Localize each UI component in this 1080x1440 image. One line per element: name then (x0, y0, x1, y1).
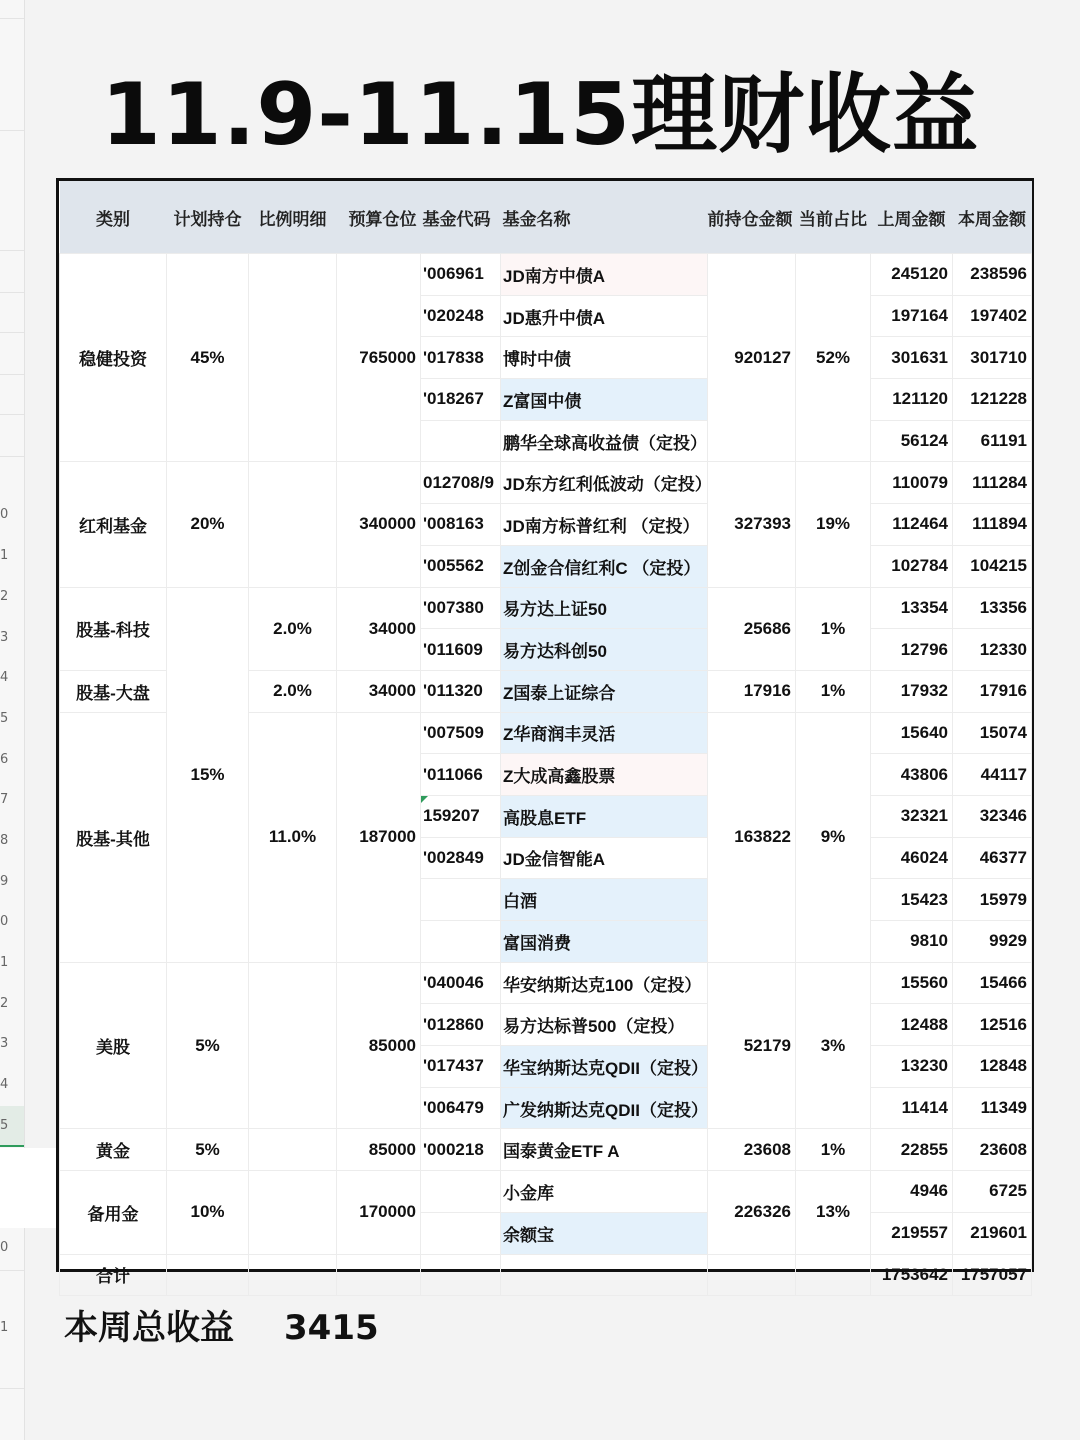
name-cell[interactable]: 易方达上证50 (501, 587, 708, 629)
total-label[interactable]: 合计 (60, 1254, 167, 1296)
row-number: 1 (0, 955, 9, 970)
this-week-cell[interactable]: 219601 (953, 1212, 1032, 1254)
detail-cell[interactable]: 2.0% (249, 670, 337, 712)
last-week-cell[interactable]: 301631 (871, 337, 953, 379)
category-cell[interactable]: 稳健投资 (60, 254, 167, 462)
row-number: 0 (0, 1240, 9, 1255)
code-cell[interactable]: '005562 (421, 545, 501, 587)
this-week-cell[interactable]: 44117 (953, 754, 1032, 796)
detail-cell[interactable] (249, 962, 337, 1129)
row-number: 3 (0, 630, 9, 645)
this-week-cell[interactable]: 15466 (953, 962, 1032, 1004)
last-week-cell[interactable]: 245120 (871, 254, 953, 296)
last-week-cell[interactable]: 12796 (871, 629, 953, 671)
last-week-cell[interactable]: 32321 (871, 795, 953, 837)
last-week-cell[interactable]: 12488 (871, 1004, 953, 1046)
table-row (60, 1171, 1032, 1213)
this-week-cell[interactable]: 111284 (953, 462, 1032, 504)
name-cell[interactable]: JD东方红利低波动（定投） (501, 462, 708, 504)
code-cell[interactable]: '011320 (421, 670, 501, 712)
row-number: 1 (0, 1320, 9, 1335)
name-cell[interactable]: 易方达科创50 (501, 629, 708, 671)
this-week-cell[interactable]: 238596 (953, 254, 1032, 296)
total-last-week[interactable]: 1753642 (871, 1254, 953, 1296)
this-week-cell[interactable]: 13356 (953, 587, 1032, 629)
total-this-week[interactable]: 1757057 (953, 1254, 1032, 1296)
prev-cell[interactable]: 52179 (708, 962, 796, 1129)
header-share[interactable]: 当前占比 (796, 181, 871, 254)
plan-cell[interactable]: 20% (167, 462, 249, 587)
this-week-cell[interactable]: 61191 (953, 420, 1032, 462)
share-cell[interactable]: 3% (796, 962, 871, 1129)
code-cell[interactable]: '012860 (421, 1004, 501, 1046)
prev-cell[interactable]: 25686 (708, 587, 796, 670)
name-cell[interactable]: 鹏华全球高收益债（定投） (501, 420, 708, 462)
row-number: 9 (0, 874, 9, 889)
category-cell[interactable]: 黄金 (60, 1129, 167, 1171)
code-cell[interactable] (421, 420, 501, 462)
last-week-cell[interactable]: 15560 (871, 962, 953, 1004)
code-cell[interactable]: '008163 (421, 504, 501, 546)
this-week-cell[interactable]: 301710 (953, 337, 1032, 379)
last-week-cell[interactable]: 112464 (871, 504, 953, 546)
name-cell[interactable]: Z华商润丰灵活 (501, 712, 708, 754)
share-cell[interactable]: 9% (796, 712, 871, 962)
code-cell[interactable] (421, 921, 501, 963)
detail-cell[interactable] (249, 1171, 337, 1254)
name-cell[interactable]: 余额宝 (501, 1212, 708, 1254)
this-week-cell[interactable]: 104215 (953, 545, 1032, 587)
last-week-cell[interactable]: 13230 (871, 1046, 953, 1088)
budget-cell[interactable]: 765000 (337, 254, 421, 462)
plan-cell[interactable]: 5% (167, 1129, 249, 1171)
prev-cell[interactable]: 327393 (708, 462, 796, 587)
summary-label: 本周总收益 (64, 1308, 234, 1348)
category-cell[interactable]: 股基-其他 (60, 712, 167, 962)
detail-cell[interactable] (249, 1129, 337, 1171)
name-cell[interactable]: 易方达标普500（定投） (501, 1004, 708, 1046)
last-week-cell[interactable]: 9810 (871, 921, 953, 963)
category-cell[interactable]: 股基-科技 (60, 587, 167, 670)
plan-cell[interactable]: 10% (167, 1171, 249, 1254)
finance-table (59, 181, 1032, 1296)
table-row (60, 587, 1032, 629)
prev-cell[interactable]: 920127 (708, 254, 796, 462)
header-this-week[interactable]: 本周金额 (953, 181, 1032, 254)
prev-cell[interactable]: 226326 (708, 1171, 796, 1254)
row-number: 2 (0, 996, 9, 1011)
prev-cell[interactable]: 163822 (708, 712, 796, 962)
this-week-cell[interactable]: 15979 (953, 879, 1032, 921)
name-cell[interactable]: Z国泰上证综合 (501, 670, 708, 712)
last-week-cell[interactable]: 15423 (871, 879, 953, 921)
last-week-cell[interactable]: 56124 (871, 420, 953, 462)
row-number: 8 (0, 833, 9, 848)
plan-cell[interactable]: 15% (167, 587, 249, 962)
last-week-cell[interactable]: 121120 (871, 379, 953, 421)
budget-cell[interactable]: 34000 (337, 587, 421, 670)
code-cell[interactable]: '017838 (421, 337, 501, 379)
table-row (60, 1129, 1032, 1171)
page-title: 11.9-11.15理财收益 (101, 65, 979, 165)
row-number: 5 (0, 1118, 9, 1133)
this-week-cell[interactable]: 46377 (953, 837, 1032, 879)
portfolio-table (56, 178, 1034, 1287)
code-cell[interactable]: '002849 (421, 837, 501, 879)
name-cell[interactable]: JD金信智能A (501, 837, 708, 879)
row-number: 0 (0, 914, 9, 929)
share-cell[interactable]: 1% (796, 670, 871, 712)
category-cell[interactable]: 股基-大盘 (60, 670, 167, 712)
budget-cell[interactable]: 187000 (337, 712, 421, 962)
name-cell[interactable]: Z创金合信红利C （定投） (501, 545, 708, 587)
this-week-cell[interactable]: 32346 (953, 795, 1032, 837)
last-week-cell[interactable]: 11414 (871, 1087, 953, 1129)
name-cell[interactable]: Z大成高鑫股票 (501, 754, 708, 796)
code-cell[interactable]: '006479 (421, 1087, 501, 1129)
detail-cell[interactable]: 11.0% (249, 712, 337, 962)
last-week-cell[interactable]: 17932 (871, 670, 953, 712)
category-cell[interactable]: 美股 (60, 962, 167, 1129)
row-number: 3 (0, 1036, 9, 1051)
header-last-week[interactable]: 上周金额 (871, 181, 953, 254)
code-cell[interactable]: '040046 (421, 962, 501, 1004)
last-week-cell[interactable]: 102784 (871, 545, 953, 587)
row-number: 5 (0, 711, 9, 726)
row-number: 2 (0, 589, 9, 604)
detail-cell[interactable] (249, 462, 337, 587)
plan-cell[interactable]: 5% (167, 962, 249, 1129)
summary-value: 3415 (284, 1308, 379, 1348)
detail-cell[interactable]: 2.0% (249, 587, 337, 670)
this-week-cell[interactable]: 197402 (953, 295, 1032, 337)
budget-cell[interactable]: 85000 (337, 1129, 421, 1171)
name-cell[interactable]: 广发纳斯达克QDII（定投） (501, 1087, 708, 1129)
table-row (60, 962, 1032, 1004)
code-cell[interactable]: '018267 (421, 379, 501, 421)
code-cell[interactable]: '006961 (421, 254, 501, 296)
this-week-cell[interactable]: 6725 (953, 1171, 1032, 1213)
row-number: 1 (0, 548, 9, 563)
this-week-cell[interactable]: 12330 (953, 629, 1032, 671)
header-budget[interactable]: 预算仓位 (337, 181, 421, 254)
prev-cell[interactable]: 17916 (708, 670, 796, 712)
share-cell[interactable]: 1% (796, 1129, 871, 1171)
header-code[interactable]: 基金代码 (421, 181, 501, 254)
code-cell[interactable]: '000218 (421, 1129, 501, 1171)
detail-cell[interactable] (249, 254, 337, 462)
row-number: 4 (0, 670, 9, 685)
name-cell[interactable]: 博时中债 (501, 337, 708, 379)
row-number: 6 (0, 752, 9, 767)
share-cell[interactable]: 19% (796, 462, 871, 587)
this-week-cell[interactable]: 121228 (953, 379, 1032, 421)
last-week-cell[interactable]: 13354 (871, 587, 953, 629)
header-prev[interactable]: 前持仓金额 (708, 181, 796, 254)
last-week-cell[interactable]: 110079 (871, 462, 953, 504)
plan-cell[interactable]: 45% (167, 254, 249, 462)
name-cell[interactable]: 华宝纳斯达克QDII（定投） (501, 1046, 708, 1088)
share-cell[interactable]: 13% (796, 1171, 871, 1254)
prev-cell[interactable]: 23608 (708, 1129, 796, 1171)
this-week-cell[interactable]: 11349 (953, 1087, 1032, 1129)
code-cell[interactable]: '007509 (421, 712, 501, 754)
code-cell[interactable] (421, 1212, 501, 1254)
code-cell[interactable]: '011066 (421, 754, 501, 796)
name-cell[interactable]: JD惠升中债A (501, 295, 708, 337)
code-cell[interactable] (421, 1171, 501, 1213)
name-cell[interactable]: 华安纳斯达克100（定投） (501, 962, 708, 1004)
row-number: 7 (0, 792, 9, 807)
code-cell[interactable]: '020248 (421, 295, 501, 337)
this-week-cell[interactable]: 17916 (953, 670, 1032, 712)
last-week-cell[interactable]: 15640 (871, 712, 953, 754)
this-week-cell[interactable]: 12848 (953, 1046, 1032, 1088)
code-cell[interactable]: '017437 (421, 1046, 501, 1088)
header-plan[interactable]: 计划持仓 (167, 181, 249, 254)
this-week-cell[interactable]: 111894 (953, 504, 1032, 546)
this-week-cell[interactable]: 23608 (953, 1129, 1032, 1171)
header-category[interactable]: 类别 (60, 181, 167, 254)
code-cell[interactable] (421, 879, 501, 921)
code-cell[interactable]: '011609 (421, 629, 501, 671)
last-week-cell[interactable]: 4946 (871, 1171, 953, 1213)
name-cell[interactable]: 国泰黄金ETF A (501, 1129, 708, 1171)
name-cell[interactable]: 高股息ETF (501, 795, 708, 837)
share-cell[interactable]: 1% (796, 587, 871, 670)
share-cell[interactable]: 52% (796, 254, 871, 462)
last-week-cell[interactable]: 22855 (871, 1129, 953, 1171)
name-cell[interactable]: JD南方标普红利 （定投） (501, 504, 708, 546)
name-cell[interactable]: 富国消费 (501, 921, 708, 963)
table-row (60, 462, 1032, 504)
comment-marker (421, 796, 428, 803)
last-week-cell[interactable]: 43806 (871, 754, 953, 796)
header-name[interactable]: 基金名称 (501, 181, 708, 254)
last-week-cell[interactable]: 46024 (871, 837, 953, 879)
code-cell[interactable] (421, 795, 501, 837)
total-row (60, 1254, 1032, 1296)
code-cell[interactable]: 012708/9 (421, 462, 501, 504)
budget-cell[interactable]: 34000 (337, 670, 421, 712)
name-cell[interactable]: 白酒 (501, 879, 708, 921)
budget-cell[interactable]: 85000 (337, 962, 421, 1129)
category-cell[interactable]: 备用金 (60, 1171, 167, 1254)
name-cell[interactable]: 小金库 (501, 1171, 708, 1213)
category-cell[interactable]: 红利基金 (60, 462, 167, 587)
budget-cell[interactable]: 170000 (337, 1171, 421, 1254)
code-text: 159207 (423, 806, 480, 826)
this-week-cell[interactable]: 12516 (953, 1004, 1032, 1046)
row-number: 4 (0, 1077, 9, 1092)
budget-cell[interactable]: 340000 (337, 462, 421, 587)
header-detail[interactable]: 比例明细 (249, 181, 337, 254)
name-cell[interactable]: Z富国中债 (501, 379, 708, 421)
this-week-cell[interactable]: 9929 (953, 921, 1032, 963)
last-week-cell[interactable]: 197164 (871, 295, 953, 337)
weekly-summary (64, 1300, 379, 1349)
header-row (60, 181, 1032, 254)
name-cell[interactable]: JD南方中债A (501, 254, 708, 296)
row-number: 0 (0, 507, 9, 522)
this-week-cell[interactable]: 15074 (953, 712, 1032, 754)
last-week-cell[interactable]: 219557 (871, 1212, 953, 1254)
table-row (60, 254, 1032, 296)
code-cell[interactable]: '007380 (421, 587, 501, 629)
